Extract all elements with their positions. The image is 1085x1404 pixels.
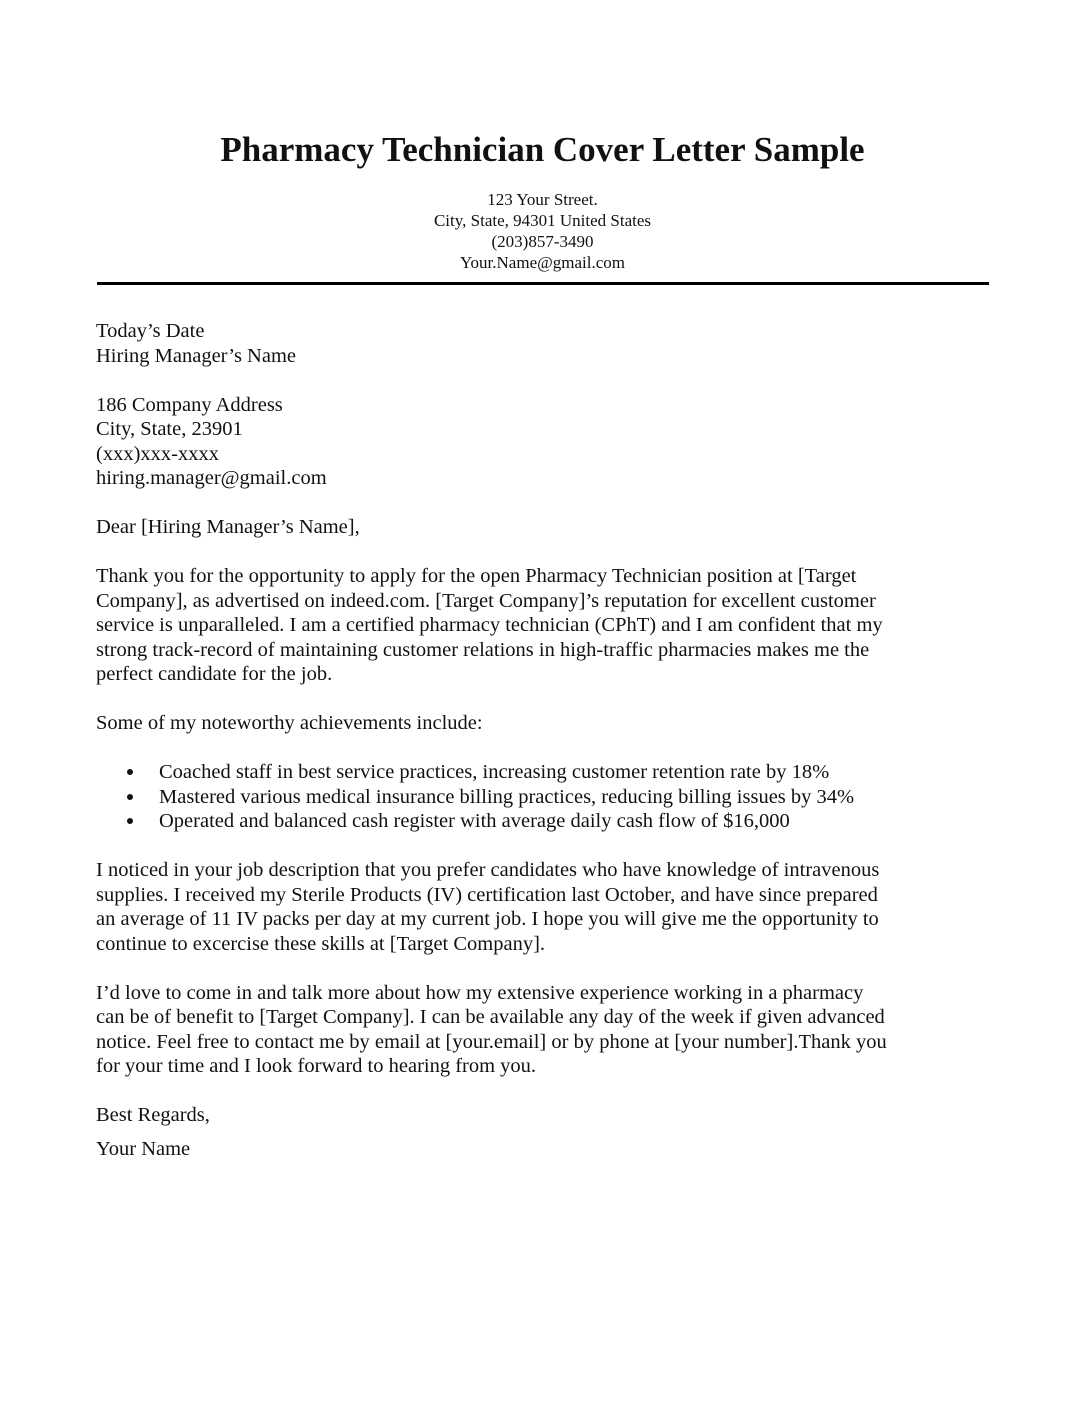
paragraph-line: for your time and I look forward to hearing from you. — [96, 1055, 537, 1077]
list-item — [96, 785, 996, 810]
letter-body — [96, 319, 996, 1161]
paragraph-line: Company], as advertised on indeed.com. [Target Company]’s reputation for excellent customer — [96, 589, 876, 612]
paragraph-line: strong track-record of maintaining customer relations in high-traffic pharmacies makes me the — [96, 638, 870, 661]
recipient-address: 186 Company Address — [96, 393, 283, 416]
list-item — [96, 760, 996, 785]
bullet-icon — [127, 769, 133, 775]
recipient-email: hiring.manager@gmail.com — [96, 467, 327, 489]
paragraph-line: can be of benefit to [Target Company]. I can be available any day of the week if given advanced — [96, 1006, 885, 1028]
signature: Your Name — [96, 1137, 191, 1160]
sender-city-line: City, State, 94301 United States — [433, 211, 652, 230]
bullet-icon — [127, 794, 133, 800]
achievement-text: Coached staff in best service practices, increasing customer retention rate by 18% — [159, 761, 830, 783]
achievement-text: Mastered various medical insurance billing practices, reducing billing issues by 34% — [159, 785, 855, 808]
sender-phone: (203)857-3490 — [491, 232, 594, 251]
sender-contact-block — [0, 189, 1085, 273]
sender-street: 123 Your Street. — [487, 190, 598, 209]
sender-email: Your.Name@gmail.com — [459, 253, 626, 272]
paragraph-line: supplies. I received my Sterile Products (IV) certification last October, and have since prepared — [96, 883, 878, 906]
paragraph-line: I noticed in your job description that you prefer candidates who have knowledge of intravenous — [96, 859, 880, 881]
achievement-text: Operated and balanced cash register with average daily cash flow of $16,000 — [159, 810, 790, 832]
achievements-list — [96, 760, 996, 834]
recipient-manager-name: Hiring Manager’s Name — [96, 344, 297, 367]
header-divider — [97, 282, 989, 285]
paragraph-line: service is unparalleled. I am a certified pharmacy technician (CPhT) and I am confident that my — [96, 614, 883, 636]
recipient-phone: (xxx)xxx-xxxx — [96, 442, 219, 465]
closing: Best Regards, — [96, 1104, 210, 1126]
paragraph-line: perfect candidate for the job. — [96, 663, 333, 685]
paragraph-line: Thank you for the opportunity to apply for the open Pharmacy Technician position at [Target — [96, 565, 857, 587]
achievements-intro: Some of my noteworthy achievements include: — [96, 712, 483, 734]
letter-date: Today’s Date — [96, 320, 205, 342]
recipient-city-line: City, State, 23901 — [96, 418, 243, 440]
recipient-block — [96, 319, 996, 491]
document-title: Pharmacy Technician Cover Letter Sample — [220, 130, 865, 169]
list-item — [96, 809, 996, 834]
paragraph-line: notice. Feel free to contact me by email at [your.email] or by phone at [your number].Thank you — [96, 1030, 887, 1053]
paragraph-closing — [96, 981, 996, 1079]
paragraph-line: continue to excercise these skills at [Target Company]. — [96, 932, 546, 955]
paragraph-iv-experience — [96, 858, 996, 956]
salutation: Dear [Hiring Manager’s Name], — [96, 516, 360, 538]
bullet-icon — [127, 818, 133, 824]
paragraph-line: an average of 11 IV packs per day at my current job. I hope you will give me the opportunity to — [96, 908, 879, 930]
paragraph-intro — [96, 564, 996, 687]
paragraph-line: I’d love to come in and talk more about how my extensive experience working in a pharmacy — [96, 981, 864, 1004]
